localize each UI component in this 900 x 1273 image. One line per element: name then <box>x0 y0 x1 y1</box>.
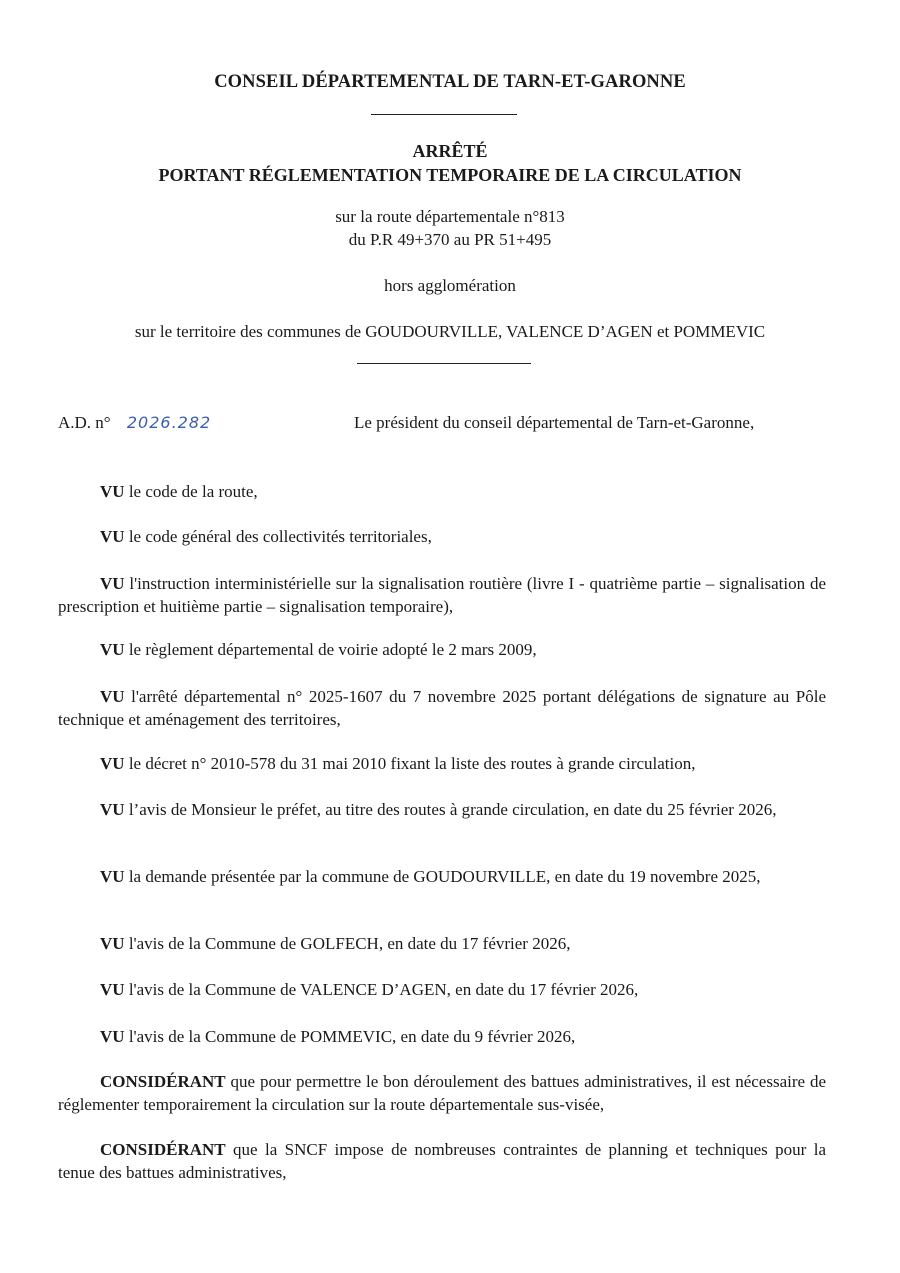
visa-paragraph <box>58 685 826 731</box>
president-line: Le président du conseil départemental de Tarn-et-Garonne, <box>354 413 755 432</box>
paragraph-text: le décret n° 2010-578 du 31 mai 2010 fixant la liste des routes à grande circulation, <box>124 754 696 773</box>
paragraph-text: l'avis de la Commune de VALENCE D’AGEN, en date du 17 février 2026, <box>124 980 639 999</box>
paragraph-text: que la SNCF impose de nombreuses contraintes de planning et techniques pour la tenue des battues administratives, <box>58 1140 826 1182</box>
paragraph-text: que pour permettre le bon déroulement des battues administratives, il est nécessaire de réglementer temporairement la circulation sur la route départementale sus-visée, <box>58 1072 826 1114</box>
paragraph-text: l'instruction interministérielle sur la signalisation routière (livre I - quatrième partie – signalisation de prescription et huitième partie – signalisation temporaire), <box>58 574 826 616</box>
paragraph-text: la demande présentée par la commune de GOUDOURVILLE, en date du 19 novembre 2025, <box>124 867 761 886</box>
ad-number <box>58 413 211 433</box>
route-info <box>0 205 900 251</box>
handwritten-number: 2026.282 <box>126 413 212 432</box>
visa-paragraph <box>58 932 826 955</box>
divider <box>357 363 531 364</box>
visa-paragraph <box>58 638 826 661</box>
document-title <box>0 139 900 187</box>
paragraph-text: le règlement départemental de voirie adopté le 2 mars 2009, <box>124 640 537 659</box>
location-line: hors agglomération <box>384 276 516 295</box>
title-line-1: ARRÊTÉ <box>412 141 488 161</box>
visa-paragraph <box>58 480 826 503</box>
title-line-2: PORTANT RÉGLEMENTATION TEMPORAIRE DE LA CIRCULATION <box>158 165 742 185</box>
paragraph-keyword: VU <box>100 800 125 819</box>
paragraph-text: l'avis de la Commune de GOLFECH, en date du 17 février 2026, <box>124 934 571 953</box>
organization-heading: CONSEIL DÉPARTEMENTAL DE TARN-ET-GARONNE <box>214 72 686 92</box>
ad-number-label: A.D. n° <box>58 413 111 432</box>
route-line-2: du P.R 49+370 au PR 51+495 <box>348 230 552 249</box>
paragraph-text: l’avis de Monsieur le préfet, au titre des routes à grande circulation, en date du 25 février 2026, <box>124 800 777 819</box>
visa-paragraph <box>58 978 826 1001</box>
paragraph-text: l'avis de la Commune de POMMEVIC, en date du 9 février 2026, <box>124 1027 576 1046</box>
visa-paragraph <box>58 1025 826 1048</box>
visa-paragraph <box>58 752 826 775</box>
paragraph-text: l'arrêté départemental n° 2025-1607 du 7 novembre 2025 portant délégations de signature au Pôle technique et aménagement des territoires, <box>58 687 826 729</box>
paragraph-keyword: VU <box>100 867 125 886</box>
visa-paragraph <box>58 865 826 888</box>
paragraph-keyword: VU <box>100 754 125 773</box>
divider <box>371 114 517 115</box>
paragraph-keyword: VU <box>100 934 125 953</box>
paragraph-keyword: CONSIDÉRANT <box>100 1072 226 1091</box>
paragraph-keyword: VU <box>100 687 125 706</box>
paragraph-keyword: VU <box>100 574 125 593</box>
communes-line: sur le territoire des communes de GOUDOURVILLE, VALENCE D’AGEN et POMMEVIC <box>134 322 766 341</box>
considerant-paragraph <box>58 1070 826 1116</box>
considerant-paragraph <box>58 1138 826 1184</box>
paragraph-keyword: VU <box>100 1027 125 1046</box>
paragraph-keyword: VU <box>100 527 125 546</box>
route-line-1: sur la route départementale n°813 <box>335 207 565 226</box>
paragraph-keyword: VU <box>100 482 125 501</box>
paragraph-keyword: VU <box>100 980 125 999</box>
paragraph-keyword: VU <box>100 640 125 659</box>
visa-paragraph <box>58 525 826 548</box>
paragraph-keyword: CONSIDÉRANT <box>100 1140 226 1159</box>
visa-paragraph <box>58 798 826 821</box>
visa-paragraph <box>58 572 826 618</box>
paragraph-text: le code de la route, <box>124 482 258 501</box>
paragraph-text: le code général des collectivités territoriales, <box>124 527 432 546</box>
